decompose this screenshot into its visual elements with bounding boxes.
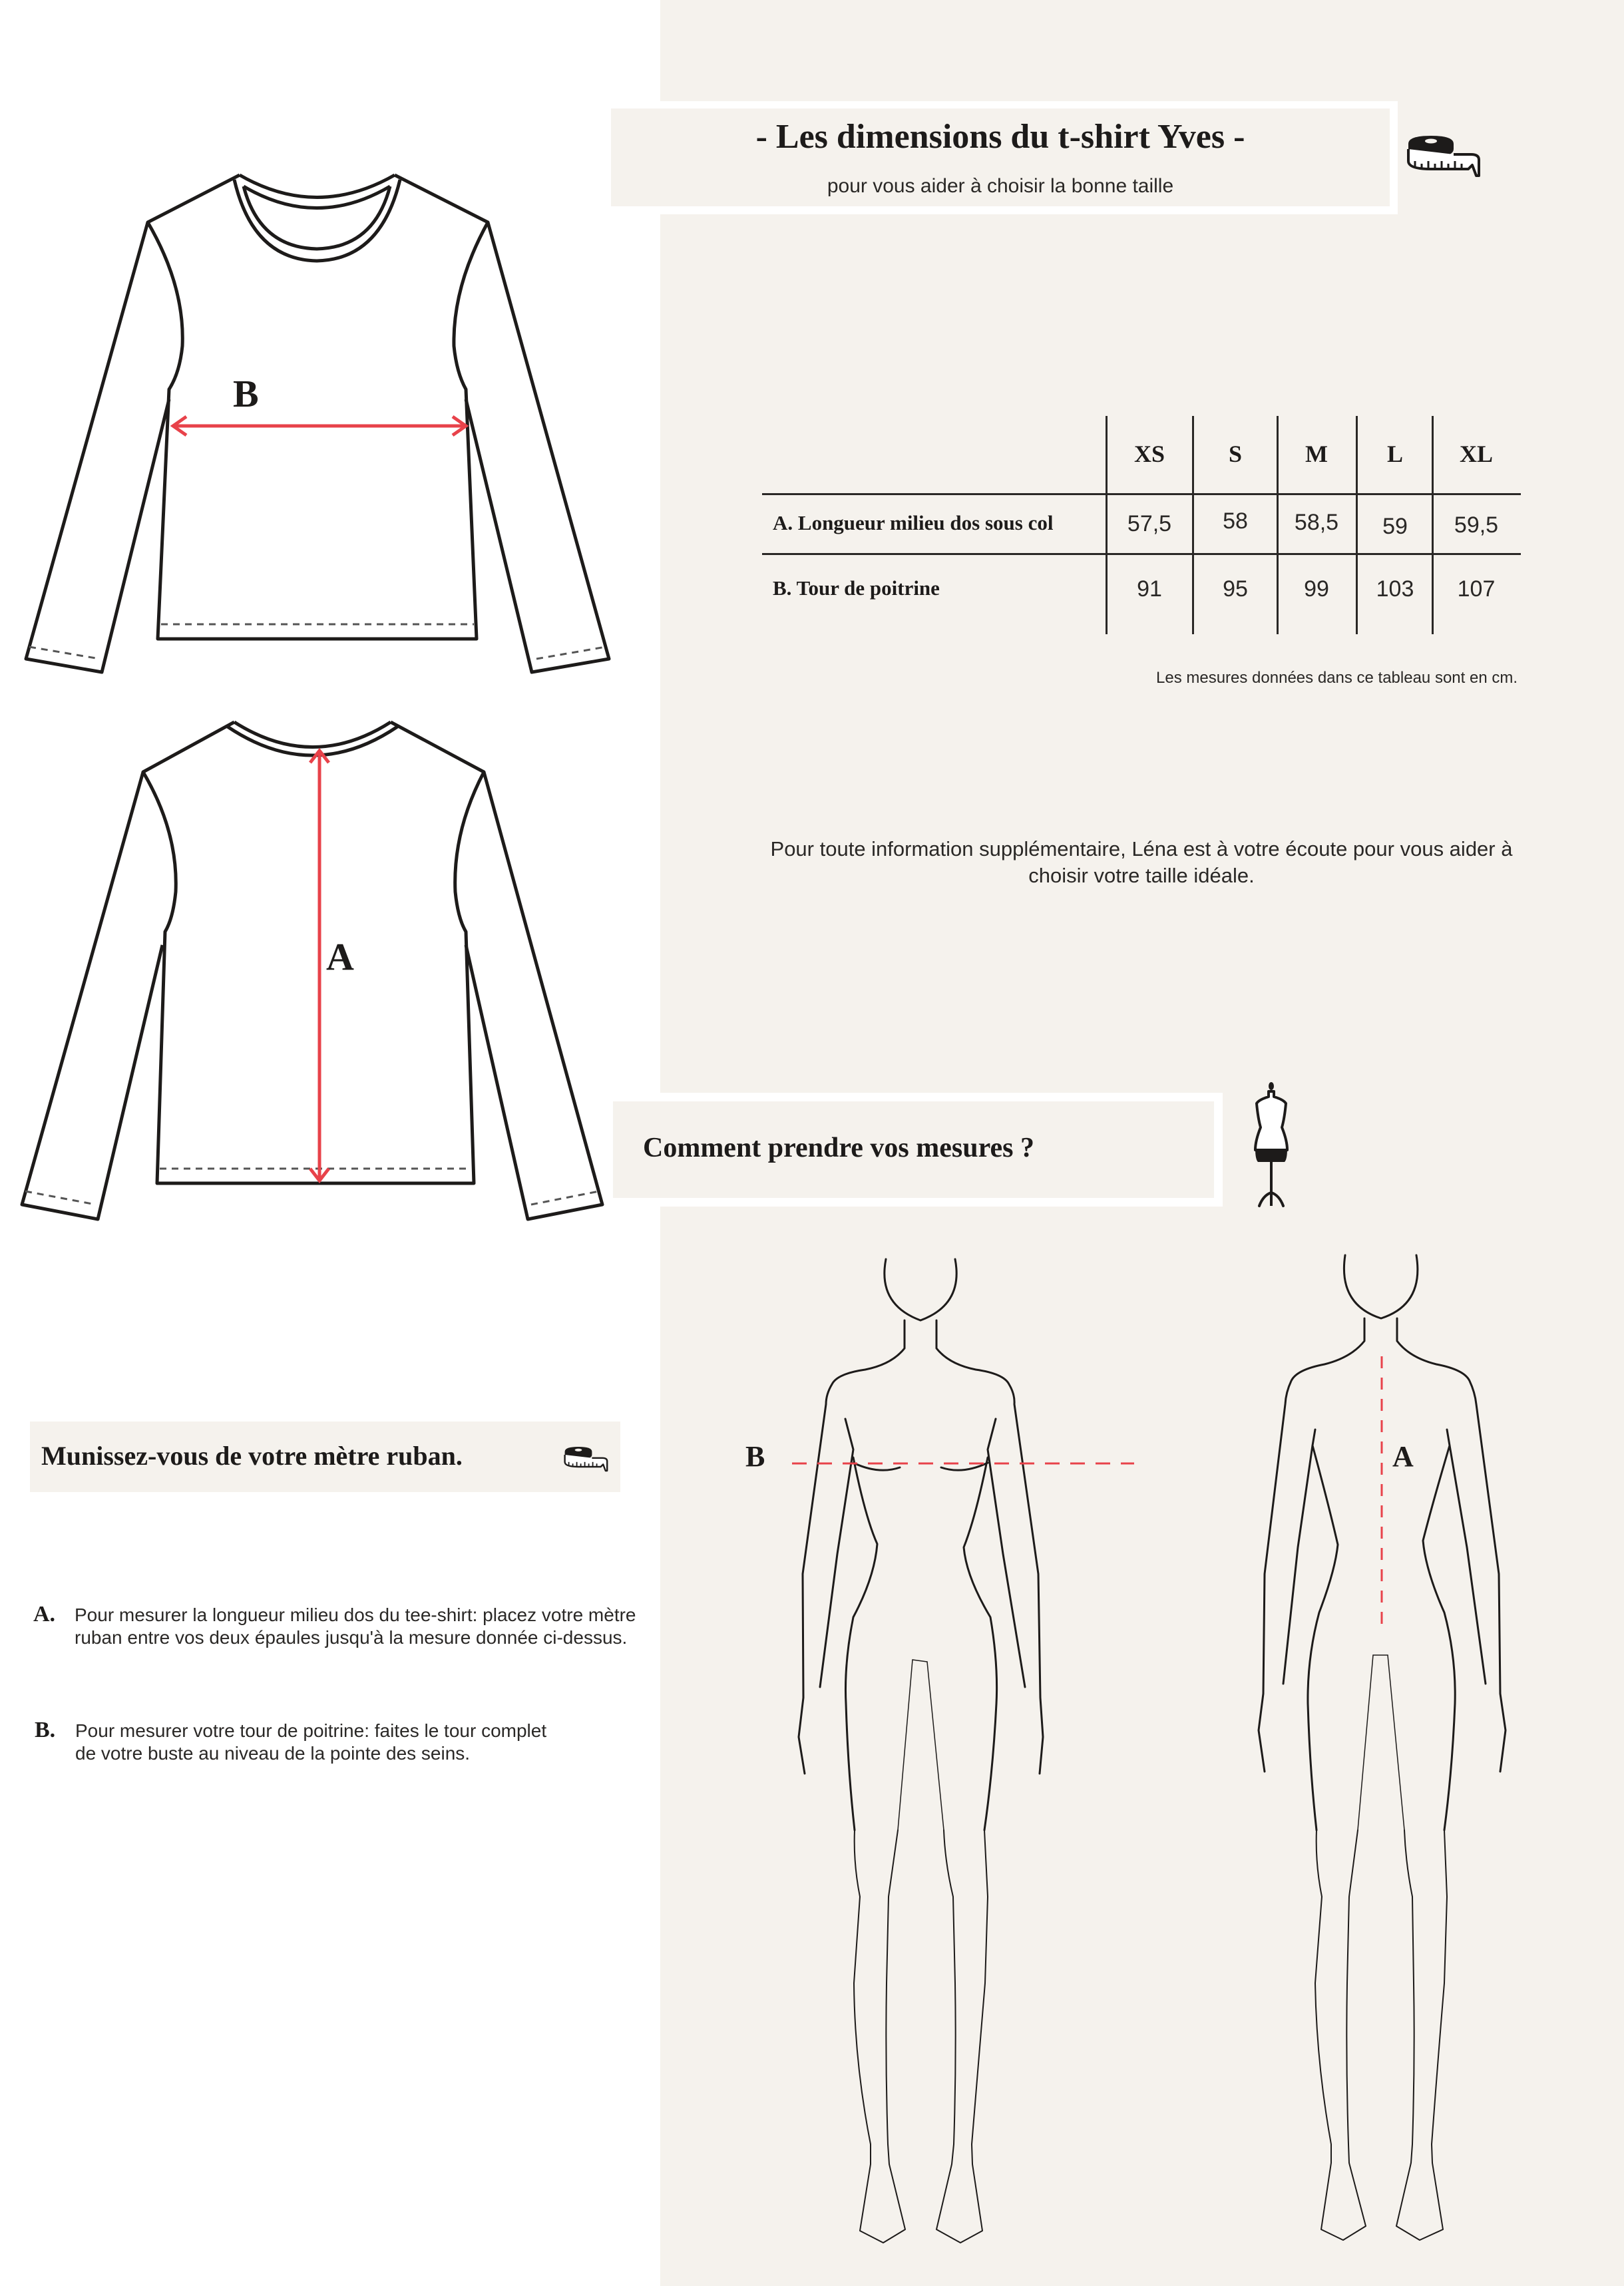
table-cell: 58,5 bbox=[1294, 510, 1339, 535]
tape-measure-icon bbox=[1404, 132, 1484, 180]
table-cell: 91 bbox=[1137, 576, 1162, 602]
table-cell: 95 bbox=[1223, 576, 1248, 602]
column-header-m: M bbox=[1305, 441, 1328, 467]
table-divider bbox=[762, 493, 1521, 495]
instruction-text: Pour mesurer votre tour de poitrine: faites le tour complet de votre buste au niveau de la pointe des seins. bbox=[75, 1720, 547, 1764]
column-header-xs: XS bbox=[1133, 441, 1165, 467]
table-cell: 57,5 bbox=[1127, 511, 1172, 536]
chest-width-arrow bbox=[173, 417, 466, 435]
row-label-length: A. Longueur milieu dos sous col bbox=[773, 511, 1054, 534]
tshirt-back-label: A bbox=[326, 935, 354, 978]
column-header-xl: XL bbox=[1459, 441, 1493, 467]
table-cell: 99 bbox=[1304, 576, 1329, 602]
tshirt-back-drawing bbox=[22, 722, 602, 1219]
how-to-measure-title: Comment prendre vos mesures ? bbox=[643, 1133, 1034, 1163]
instruction-letter: B. bbox=[35, 1718, 56, 1742]
tshirt-front-drawing bbox=[26, 175, 609, 672]
table-unit-note: Les mesures données dans ce tableau sont en cm. bbox=[1156, 669, 1518, 687]
page-subtitle: pour vous aider à choisir la bonne taille bbox=[827, 175, 1174, 197]
table-column-divider bbox=[1106, 416, 1108, 634]
table-cell: 103 bbox=[1376, 576, 1414, 602]
table-divider bbox=[762, 553, 1521, 555]
tshirt-front-label: B bbox=[233, 372, 259, 415]
table-cell: 59,5 bbox=[1454, 512, 1499, 538]
row-label-chest: B. Tour de poitrine bbox=[773, 576, 940, 600]
column-header-s: S bbox=[1228, 441, 1243, 467]
instruction-letter: A. bbox=[33, 1602, 56, 1626]
tshirt-diagrams bbox=[0, 0, 659, 1238]
back-figure-label: A bbox=[1392, 1440, 1414, 1473]
column-header-l: L bbox=[1386, 441, 1403, 467]
mannequin-icon bbox=[1251, 1081, 1291, 1210]
table-cell: 59 bbox=[1382, 514, 1408, 539]
tape-section-title: Munissez-vous de votre mètre ruban. bbox=[41, 1441, 463, 1471]
front-figure-label: B bbox=[745, 1440, 765, 1473]
contact-info-text: Pour toute information supplémentaire, Léna est à votre écoute pour vous aider à choisir votre taille idéale. bbox=[770, 837, 1513, 887]
table-cell: 107 bbox=[1457, 576, 1496, 602]
table-cell: 58 bbox=[1223, 508, 1248, 534]
tape-measure-icon bbox=[562, 1444, 610, 1473]
instruction-text: Pour mesurer la longueur milieu dos du tee-shirt: placez votre mètre ruban entre vos deux épaules jusqu'à la mesure donnée ci-dessus. bbox=[75, 1605, 636, 1648]
page-title: - Les dimensions du t-shirt Yves - bbox=[755, 118, 1245, 156]
table-column-divider bbox=[1192, 416, 1194, 634]
